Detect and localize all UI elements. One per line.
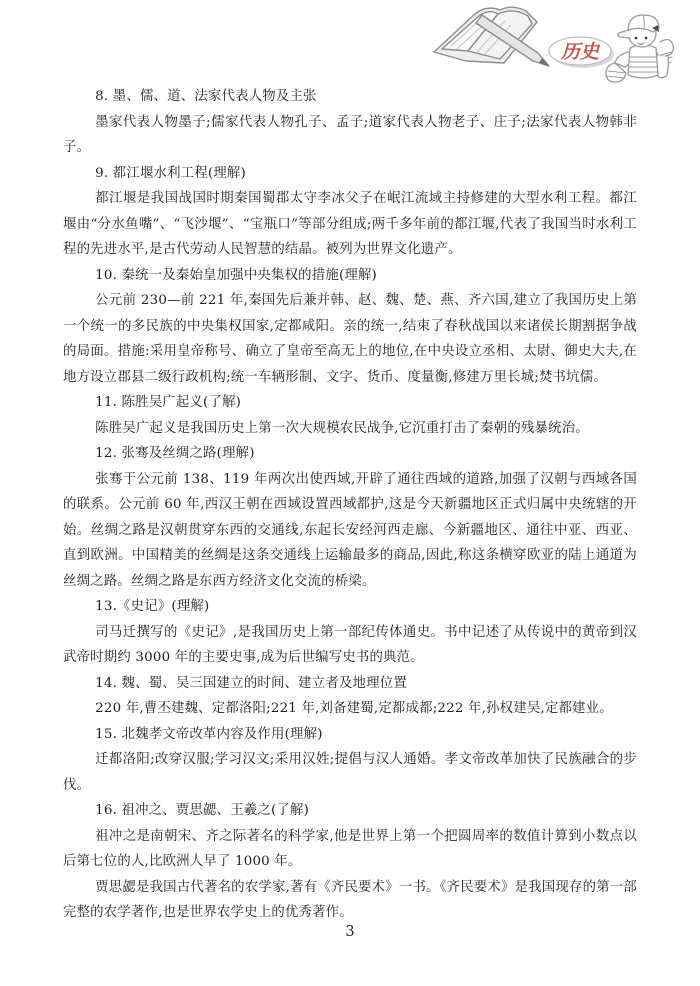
- open-book-icon: [434, 7, 537, 63]
- section-heading: 8. 墨、儒、道、法家代表人物及主张: [95, 89, 317, 104]
- section-paragraph: 陈胜吴广起义是我国历史上第一次大规模农民战争,它沉重打击了秦朝的残暴统治。: [95, 420, 589, 436]
- document-body: [63, 84, 637, 926]
- section-heading: 13.《史记》(理解): [95, 599, 210, 614]
- section-paragraph: 都江堰是我国战国时期秦国蜀郡太守李冰父子在岷江流域主持修建的大型水利工程。都江堰由“分水鱼嘴”、“飞沙堰”、“宝瓶口”等部分组成;两千多年前的都江堰,代表了我国当时水利工程的先进水平,是古代劳动人民智慧的结晶。被列为世界文化遗产。: [63, 191, 637, 257]
- header-illustration: [430, 0, 680, 96]
- section-heading: 16. 祖冲之、贾思勰、王羲之(了解): [95, 803, 310, 818]
- section-heading: 9. 都江堰水利工程(理解): [95, 165, 246, 181]
- section-heading: 14. 魏、蜀、吴三国建立的时间、建立者及地理位置: [95, 675, 407, 691]
- mascot-student-icon: [606, 15, 673, 82]
- section-paragraph: 贾思勰是我国古代著名的农学家,著有《齐民要术》一书。《齐民要术》是我国现存的第一部完整的农学著作,也是世界农学史上的优秀著作。: [63, 879, 637, 920]
- section-paragraph: 迁都洛阳;改穿汉服;学习汉文;采用汉姓;提倡与汉人通婚。孝文帝改革加快了民族融合的步伐。: [63, 752, 637, 793]
- section-heading: 11. 陈胜吴广起义(了解): [95, 395, 242, 410]
- history-badge-label: 历史: [560, 41, 600, 63]
- section-heading: 12. 张骞及丝绸之路(理解): [95, 446, 255, 461]
- section-paragraph: 祖冲之是南朝宋、齐之际著名的科学家,他是世界上第一个把圆周率的数值计算到小数点以后第七位的人,比欧洲人早了 1000 年。: [63, 828, 637, 869]
- section-paragraph: 220 年,曹丕建魏、定都洛阳;221 年,刘备建蜀,定都成都;222 年,孙权建吴,定都建业。: [95, 701, 613, 716]
- section-paragraph: 张骞于公元前 138、119 年两次出使西域,开辟了通往西域的道路,加强了汉朝与西域各国的联系。公元前 60 年,西汉王朝在西域设置西域都护,这是今天新疆地区正式归属中央统辖的开始。丝绸之路是汉朝贯穿东西的交通线,东起长安经河西走廊、今新疆地区、通往中亚、西亚、直到欧洲。中国精美的丝绸是这条交通线上运输最多的商品,因此,称这条横穿欧亚的陆上通道为丝绸之路。丝绸之路是东西方经济文化交流的桥梁。: [63, 471, 637, 589]
- section-paragraph: 司马迁撰写的《史记》,是我国历史上第一部纪传体通史。书中记述了从传说中的黄帝到汉武帝时期约 3000 年的主要史事,成为后世编写史书的典范。: [63, 624, 637, 665]
- section-paragraph: 公元前 230—前 221 年,秦国先后兼并韩、赵、魏、楚、燕、齐六国,建立了我国历史上第一个统一的多民族的中央集权国家,定都咸阳。亲的统一,结束了春秋战国以来诸侯长期割据争战的局面。措施:采用皇帝称号、确立了皇帝至高无上的地位,在中央设立丞相、太尉、御史大夫,在地方设立郡县二级行政机构;统一车辆形制、文字、货币、度量衡,修建万里长城;焚书坑儒。: [63, 293, 637, 385]
- page-number: 3: [345, 924, 355, 940]
- section-heading: 10. 秦统一及秦始皇加强中央集权的措施(理解): [95, 267, 377, 283]
- section-paragraph: 墨家代表人物墨子;儒家代表人物孔子、孟子;道家代表人物老子、庄子;法家代表人物韩非子。: [63, 114, 637, 155]
- history-badge: [549, 37, 614, 68]
- section-heading: 15. 北魏孝文帝改革内容及作用(理解): [95, 726, 323, 742]
